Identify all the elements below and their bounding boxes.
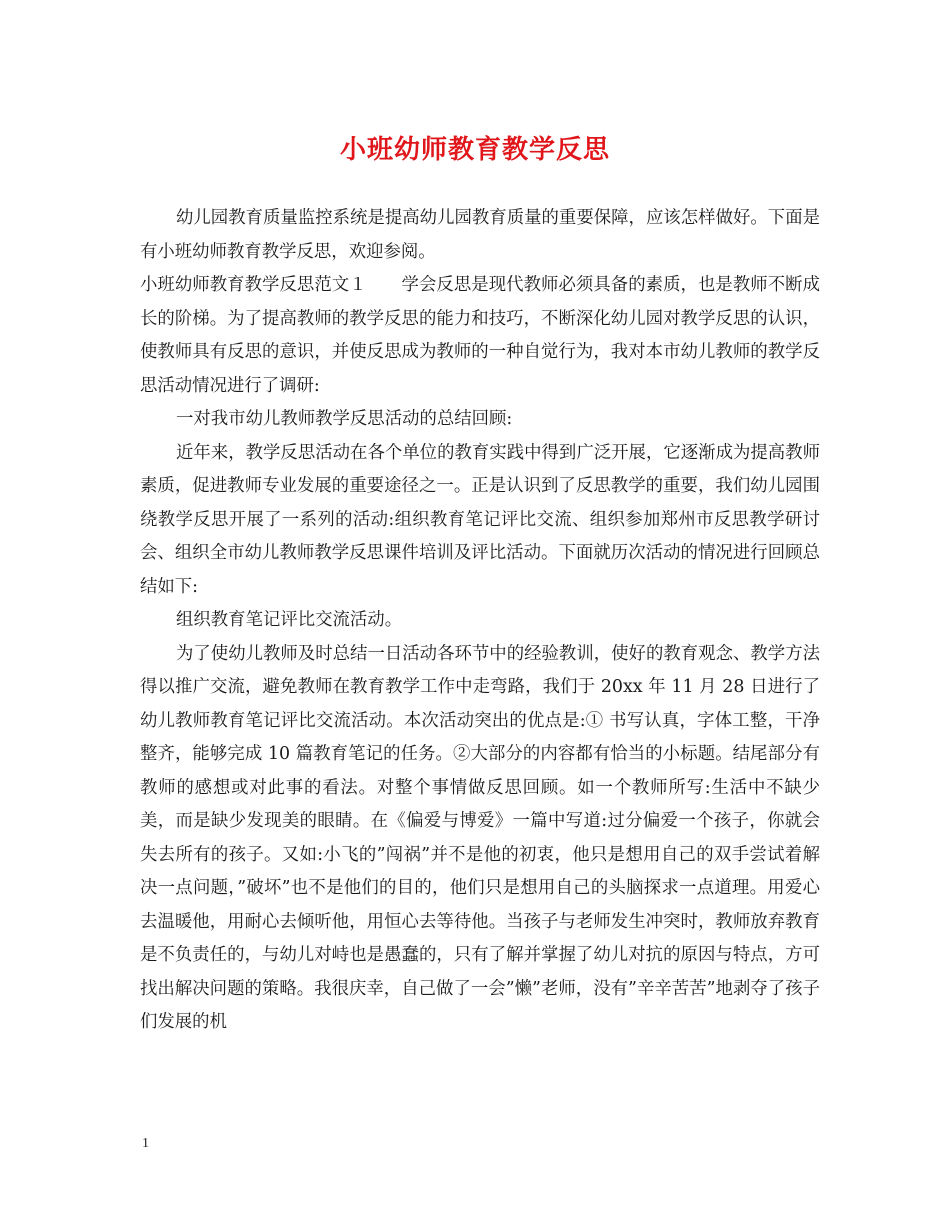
page-number: 1 [142,1136,149,1151]
paragraph-review: 近年来，教学反思活动在各个单位的教育实践中得到广泛开展，它逐渐成为提高教师素质，促进教师专业发展的重要途径之一。正是认识到了反思教学的重要，我们幼儿园围绕教学反思开展了一系列的活动:组织教育笔记评比交流、组织参加郑州市反思教学研讨会、组织全市幼儿教师教学反思课件培训及评比活动。下面就历次活动的情况进行回顾总结如下: [140,442,820,597]
paragraph-activity-heading: 组织教育笔记评比交流活动。 [176,610,403,630]
document-body [140,202,820,1040]
paragraph-sample-one: 小班幼师教育教学反思范文１ 学会反思是现代教师必须具备的素质，也是教师不断成长的阶梯。为了提高教师的教学反思的能力和技巧，不断深化幼儿园对教学反思的认识，使教师具有反思的意识，并使反思成为教师的一种自觉行为，我对本市幼儿教师的教学反思活动情况进行了调研: [140,275,820,396]
document-title: 小班幼师教育教学反思 [339,135,610,165]
paragraph-section-heading: 一对我市幼儿教师教学反思活动的总结回顾: [176,409,513,429]
paragraph-activity-detail: 为了使幼儿教师及时总结一日活动各环节中的经验教训，使好的教育观念、教学方法得以推广交流，避免教师在教育教学工作中走弯路，我们于 20xx 年 11 月 28 日进行了幼儿教师教育笔记评比交流活动。本次活动突出的优点是:① 书写认真，字体工整，干净整齐，能够完成 10 篇教育笔记的任务。②大部分的内容都有恰当的小标题。结尾部分有教师的感想或对此事的看法。对整个事情做反思回顾。如一个教师所写:生活中不缺少美，而是缺少发现美的眼睛。在《偏爱与博爱》一篇中写道:过分偏爱一个孩子，你就会失去所有的孩子。又如:小飞的”闯祸”并不是他的初衷，他只是想用自己的双手尝试着解决一点问题，”破坏”也不是他们的目的，他们只是想用自己的头脑探求一点道理。用爱心去温暖他，用耐心去倾听他，用恒心去等待他。当孩子与老师发生冲突时，教师放弃教育是不负责任的，与幼儿对峙也是愚蠢的，只有了解并掌握了幼儿对抗的原因与特点，方可找出解决问题的策略。我很庆幸，自己做了一会”懒”老师，没有”辛辛苦苦”地剥夺了孩子们发展的机 [140,643,820,1032]
paragraph-intro: 幼儿园教育质量监控系统是提高幼儿园教育质量的重要保障，应该怎样做好。下面是有小班幼师教育教学反思，欢迎参阅。 [140,208,820,262]
